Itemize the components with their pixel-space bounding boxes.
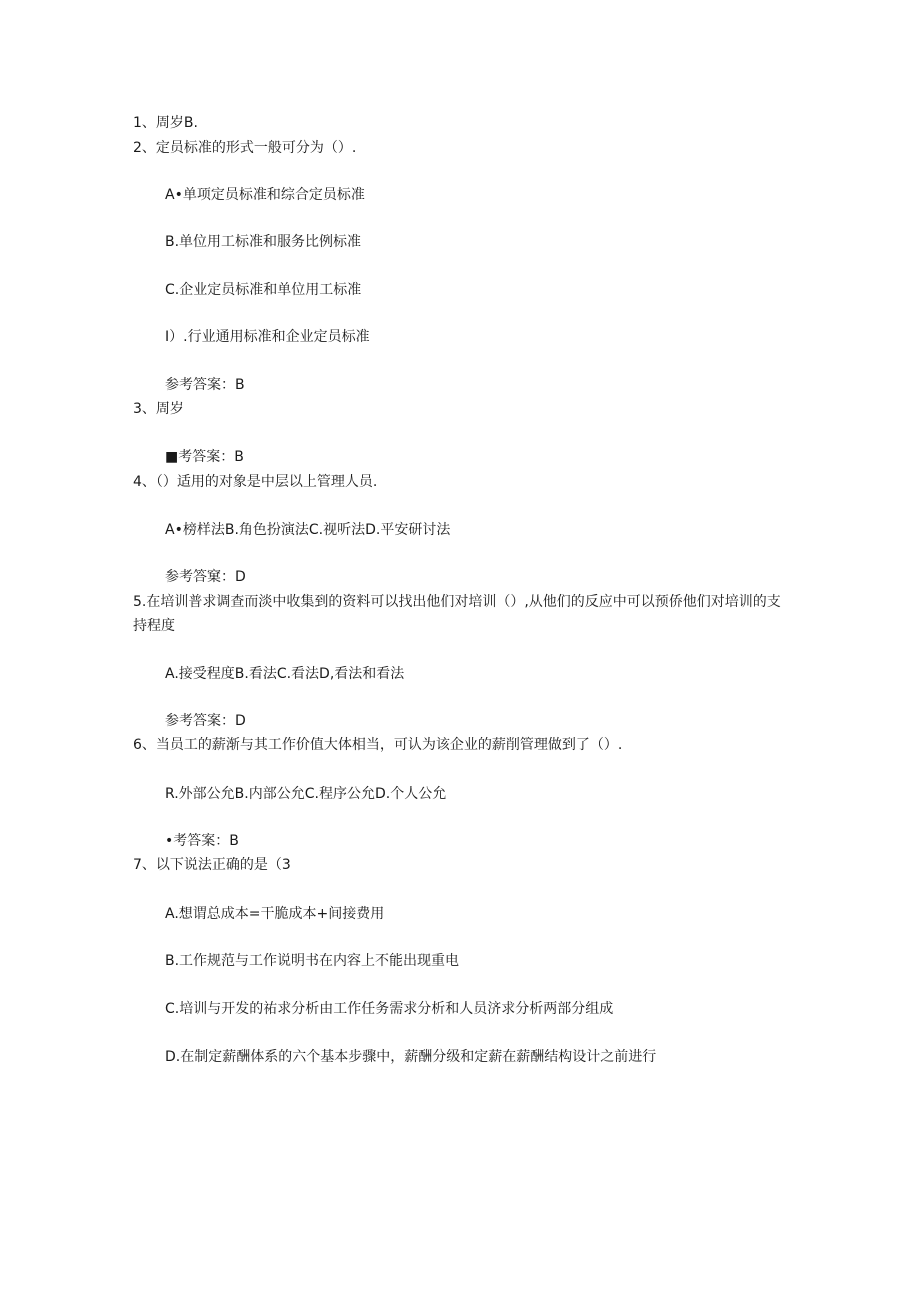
question-4-options: A•榜样法B.角色扮演法C.视听法D.平安研讨法 <box>165 522 451 538</box>
question-5-answer: 参考答案：D <box>165 713 246 729</box>
question-1-line: 1、周岁B. <box>133 115 198 131</box>
question-6-answer: •考答案：B <box>165 833 239 849</box>
question-6-options: R.外部公允B.内部公允C.程序公允D.个人公允 <box>165 786 447 802</box>
question-7-option-d: D.在制定薪酬体系的六个基本步骤中，薪酬分级和定薪在薪酬结构设计之前进行 <box>165 1049 657 1065</box>
question-6-text: 6、当员工的薪渐与其工作价值大体相当，可认为该企业的薪削管理做到了（）. <box>133 737 623 753</box>
question-7-option-b: B.工作规范与工作说明书在内容上不能出现重电 <box>165 953 460 969</box>
question-5-text: 5.在培训普求调查而淡中收集到的资料可以找出他们对培训（）,从他们的反应中可以预侨他们对培训的支持程度 <box>133 594 781 634</box>
question-7-text: 7、以下说法正确的是（3 <box>133 857 291 873</box>
question-2-option-a: A•单项定员标准和综合定员标准 <box>165 187 365 203</box>
question-2-option-d: I）.行业通用标准和企业定员标准 <box>165 329 370 345</box>
question-2-option-c: C.企业定员标准和单位用工标准 <box>165 282 362 298</box>
question-7-option-a: A.想谓总成本=干脆成本+间接费用 <box>165 906 385 922</box>
question-2-option-b: B.单位用工标准和服务比例标准 <box>165 234 362 250</box>
question-5-options: A.接受程度B.看法C.看法D,看法和看法 <box>165 666 405 682</box>
question-3-text: 3、周岁 <box>133 401 184 417</box>
question-4-answer: 参考答窠：D <box>165 569 246 585</box>
question-2-answer: 参考答案：B <box>165 377 245 393</box>
question-2-text: 2、定员标准的形式一般可分为（）. <box>133 140 357 156</box>
question-3-answer: ■考答案：B <box>165 449 244 465</box>
question-7-option-c: C.培训与开发的祐求分析由工作任务需求分析和人员济求分析两部分组成 <box>165 1001 614 1017</box>
question-4-text: 4、（）适用的对象是中层以上管理人员. <box>133 474 378 490</box>
